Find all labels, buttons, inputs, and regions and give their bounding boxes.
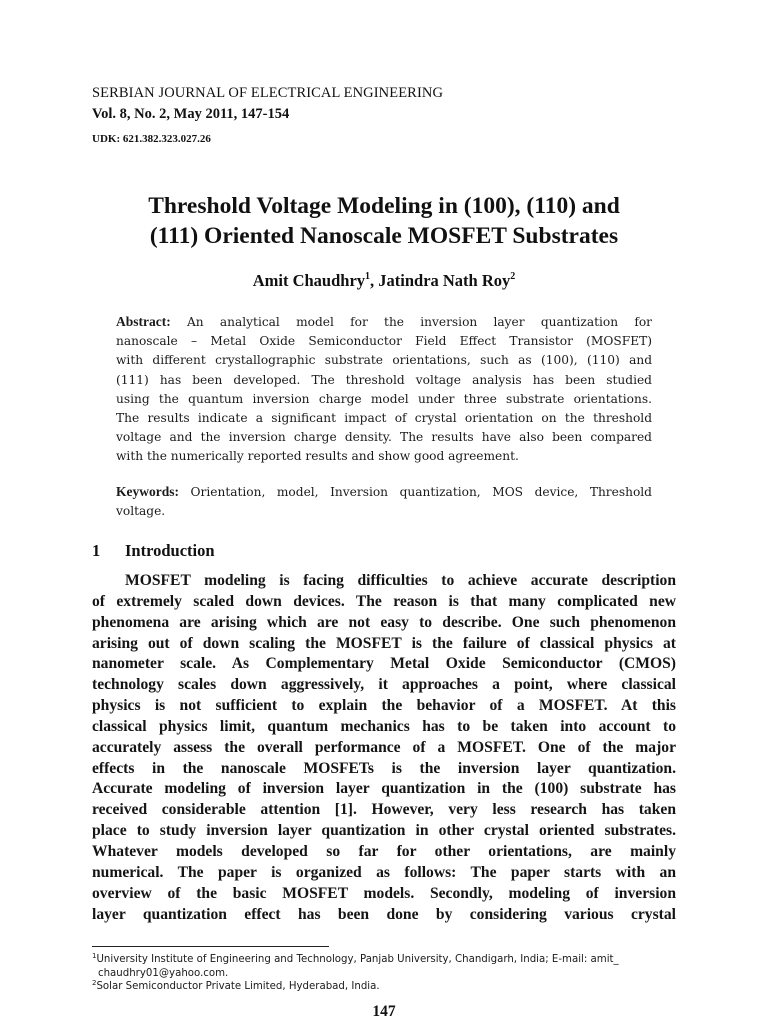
paper-title-line-2: (111) Oriented Nanoscale MOSFET Substrates — [149, 223, 619, 249]
introduction-body — [92, 571, 676, 925]
footnote-divider — [92, 946, 329, 947]
author-list — [92, 270, 676, 292]
body-line: effects in the nanoscale MOSFETs is the inversion layer quantization. — [92, 759, 676, 777]
author-1-name: Amit Chaudhry — [252, 271, 366, 290]
footnote-1-continuation: chaudhry01@yahoo.com. — [98, 967, 229, 979]
keywords-line-text: Orientation, model, Inversion quantization, MOS device, Threshold — [179, 485, 652, 499]
body-line: Accurate modeling of inversion layer quantization in the (100) substrate has — [92, 780, 676, 798]
body-line: arising out of down scaling the MOSFET is the failure of classical physics at — [92, 634, 676, 652]
body-line: nanometer scale. As Complementary Metal Oxide Semiconductor (CMOS) — [92, 655, 676, 673]
footnotes — [92, 953, 682, 994]
body-line: accurately assess the overall performance of a MOSFET. One of the major — [92, 738, 676, 756]
footnote-1-text: University Institute of Engineering and Technology, Panjab University, Chandigarh, India; E-mail: amit_ — [96, 954, 619, 965]
author-2-affiliation-mark: 2 — [510, 271, 516, 282]
footnote-2-text: Solar Semiconductor Private Limited, Hyderabad, India. — [96, 981, 380, 993]
body-line: numerical. The paper is organized as follows: The paper starts with an — [92, 863, 676, 881]
abstract-line: (111) has been developed. The threshold voltage analysis has been studied — [116, 372, 652, 387]
journal-name: SERBIAN JOURNAL OF ELECTRICAL ENGINEERING — [92, 85, 444, 101]
body-line: received considerable attention [1]. However, very less research has taken — [92, 801, 676, 819]
abstract-line: voltage and the inversion charge density. The results have also been compared — [116, 430, 652, 445]
abstract-line: The results indicate a significant impact of crystal orientation on the threshold — [116, 411, 652, 426]
body-line: MOSFET modeling is facing difficulties to achieve accurate description — [125, 572, 676, 589]
page-number: 147 — [372, 1003, 396, 1020]
body-line: technology scales down aggressively, it approaches a point, where classical — [92, 676, 676, 694]
keywords-line — [116, 482, 652, 502]
keywords-label: Keywords: — [116, 484, 179, 499]
author-2-name: Jatindra Nath Roy — [378, 271, 511, 290]
body-line: place to study inversion layer quantization in other crystal oriented substrates. — [92, 822, 676, 840]
abstract-line: with the numerically reported results and show good agreement. — [116, 449, 519, 464]
body-line: phenomena are arising which are not easy to describe. One such phenomenon — [92, 613, 676, 631]
paper-title-line-1: Threshold Voltage Modeling in (100), (110) and — [148, 193, 620, 219]
abstract-line: with different crystallographic substrate orientations, such as (100), (110) and — [116, 353, 652, 368]
section-number: 1 — [92, 541, 101, 560]
footnote-2 — [92, 980, 682, 994]
abstract-line: nanoscale – Metal Oxide Semiconductor Field Effect Transistor (MOSFET) — [116, 334, 652, 349]
keywords-line: voltage. — [116, 504, 166, 519]
body-line: Whatever models developed so far for other orientations, are mainly — [92, 842, 676, 860]
body-line: overview of the basic MOSFET models. Secondly, modeling of inversion — [92, 884, 676, 902]
abstract — [116, 312, 652, 467]
abstract-label: Abstract: — [116, 314, 171, 329]
keywords — [116, 482, 652, 521]
footnote-1-mark: 1 — [92, 952, 97, 960]
udk-code: UDK: 621.382.323.027.26 — [92, 133, 211, 145]
footnote-1 — [92, 953, 682, 967]
footnote-2-mark: 2 — [92, 979, 97, 988]
section-title: Introduction — [125, 541, 215, 560]
section-heading — [92, 540, 215, 562]
abstract-line-text: An analytical model for the inversion layer quantization for — [170, 315, 652, 329]
body-line: classical physics limit, quantum mechanics has to be taken into account to — [92, 717, 676, 735]
abstract-line: using the quantum inversion charge model under three substrate orientations. — [116, 391, 652, 406]
volume-info: Vol. 8, No. 2, May 2011, 147-154 — [92, 106, 290, 122]
body-line: of extremely scaled down devices. The reason is that many complicated new — [92, 592, 676, 610]
author-1-affiliation-mark: 1 — [365, 271, 371, 282]
body-line: physics is not sufficient to explain the behavior of a MOSFET. At this — [92, 697, 676, 715]
paper-title — [92, 191, 676, 251]
body-line: layer quantization effect has been done by considering various crystal — [92, 905, 676, 923]
abstract-line — [116, 312, 652, 332]
author-separator: , — [370, 271, 379, 290]
